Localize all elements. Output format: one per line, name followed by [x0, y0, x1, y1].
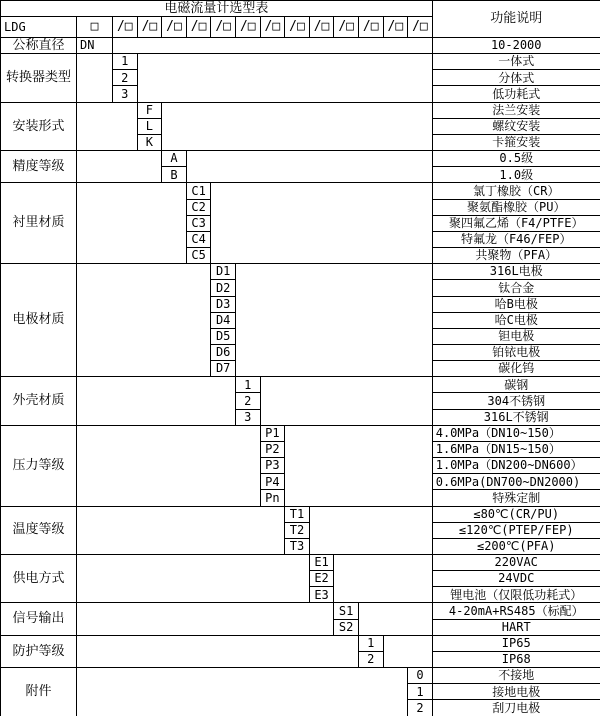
- code-cell: T3: [285, 538, 310, 554]
- filler: [77, 603, 334, 635]
- model-slot-box-icon: /□: [137, 17, 162, 38]
- desc-cell: HART: [432, 619, 600, 635]
- label-signal-output: 信号输出: [1, 603, 77, 635]
- filler: [77, 555, 310, 603]
- code-cell: S1: [334, 603, 359, 619]
- filler: [162, 102, 433, 150]
- model-prefix: LDG: [1, 17, 77, 38]
- desc-cell: 1.0级: [432, 167, 600, 183]
- code-cell: D4: [211, 312, 236, 328]
- model-slot-box-icon: /□: [162, 17, 187, 38]
- code-cell: 2: [235, 393, 260, 409]
- model-slot-box-icon: /□: [285, 17, 310, 38]
- code-cell: E1: [309, 555, 334, 571]
- model-slot-box-icon: /□: [408, 17, 433, 38]
- desc-cell: 低功耗式: [432, 86, 600, 102]
- desc-cell: 4.0MPa（DN10~150）: [432, 425, 600, 441]
- filler: [77, 377, 236, 425]
- desc-cell: 220VAC: [432, 555, 600, 571]
- filler: [186, 151, 432, 183]
- desc-cell: 钛合金: [432, 280, 600, 296]
- code-cell: 2: [358, 651, 383, 667]
- model-slot-box-icon: /□: [383, 17, 408, 38]
- desc-cell: 共聚物（PFA）: [432, 248, 600, 264]
- code-cell: C4: [186, 231, 211, 247]
- code-cell: E2: [309, 571, 334, 587]
- code-cell: P1: [260, 425, 285, 441]
- label-electrode-material: 电极材质: [1, 264, 77, 377]
- filler: [137, 54, 432, 102]
- code-cell: 3: [113, 86, 138, 102]
- filler: [77, 102, 138, 150]
- desc-cell: 1.6MPa（DN15~150）: [432, 441, 600, 457]
- label-accuracy-class: 精度等级: [1, 151, 77, 183]
- filler: [211, 183, 432, 264]
- model-slot-box-icon: /□: [211, 17, 236, 38]
- code-cell: S2: [334, 619, 359, 635]
- code-cell: 1: [358, 635, 383, 651]
- code-cell: B: [162, 167, 187, 183]
- desc-cell: 钽电极: [432, 328, 600, 344]
- desc-cell: 聚四氟乙烯（F4/PTFE）: [432, 215, 600, 231]
- filler: [235, 264, 432, 377]
- label-power-supply: 供电方式: [1, 555, 77, 603]
- filler: [309, 506, 432, 554]
- code-cell: P3: [260, 458, 285, 474]
- code-cell: Pn: [260, 490, 285, 506]
- code-cell: E3: [309, 587, 334, 603]
- filler: [113, 38, 433, 54]
- desc-cell: 接地电极: [432, 684, 600, 700]
- code-cell: D2: [211, 280, 236, 296]
- desc-cell: ≤200℃(PFA): [432, 538, 600, 554]
- filler: [77, 635, 359, 667]
- function-description-header: 功能说明: [432, 1, 600, 38]
- desc-cell: 锂电池（仅限低功耗式）: [432, 587, 600, 603]
- desc-cell: 10-2000: [432, 38, 600, 54]
- code-cell: 0: [408, 668, 433, 684]
- desc-cell: 0.6MPa(DN700~DN2000): [432, 474, 600, 490]
- model-slot-box-icon: /□: [358, 17, 383, 38]
- desc-cell: IP68: [432, 651, 600, 667]
- filler: [77, 264, 211, 377]
- code-cell: F: [137, 102, 162, 118]
- label-housing-material: 外壳材质: [1, 377, 77, 425]
- desc-cell: 316L电极: [432, 264, 600, 280]
- label-liner-material: 衬里材质: [1, 183, 77, 264]
- code-cell: T1: [285, 506, 310, 522]
- desc-cell: ≤120℃(PTEP/FEP): [432, 522, 600, 538]
- filler: [77, 183, 187, 264]
- model-slot-box-icon: /□: [260, 17, 285, 38]
- code-cell: L: [137, 118, 162, 134]
- code-cell: DN: [77, 38, 113, 54]
- code-cell: 1: [408, 684, 433, 700]
- desc-cell: 不接地: [432, 668, 600, 684]
- model-slot-box-icon: /□: [235, 17, 260, 38]
- desc-cell: 304不锈钢: [432, 393, 600, 409]
- filler: [77, 668, 408, 716]
- filler: [77, 151, 162, 183]
- desc-cell: 铂铱电极: [432, 344, 600, 360]
- code-cell: K: [137, 134, 162, 150]
- desc-cell: IP65: [432, 635, 600, 651]
- table-title: 电磁流量计选型表: [1, 1, 433, 17]
- code-cell: D7: [211, 361, 236, 377]
- label-installation-type: 安装形式: [1, 102, 77, 150]
- code-cell: D1: [211, 264, 236, 280]
- desc-cell: 卡箍安装: [432, 134, 600, 150]
- code-cell: 1: [113, 54, 138, 70]
- code-cell: A: [162, 151, 187, 167]
- desc-cell: 刮刀电极: [432, 700, 600, 716]
- desc-cell: 哈C电极: [432, 312, 600, 328]
- desc-cell: 碳化钨: [432, 361, 600, 377]
- desc-cell: 4-20mA+RS485（标配）: [432, 603, 600, 619]
- code-cell: C3: [186, 215, 211, 231]
- model-slot-box-icon: /□: [309, 17, 334, 38]
- code-cell: C1: [186, 183, 211, 199]
- code-cell: P4: [260, 474, 285, 490]
- code-cell: 2: [113, 70, 138, 86]
- code-cell: P2: [260, 441, 285, 457]
- label-temperature-rating: 温度等级: [1, 506, 77, 554]
- code-cell: D3: [211, 296, 236, 312]
- code-cell: D5: [211, 328, 236, 344]
- code-cell: T2: [285, 522, 310, 538]
- model-slot-box-icon: /□: [186, 17, 211, 38]
- code-cell: 1: [235, 377, 260, 393]
- desc-cell: 法兰安装: [432, 102, 600, 118]
- desc-cell: 316L不锈钢: [432, 409, 600, 425]
- desc-cell: 特氟龙（F46/FEP）: [432, 231, 600, 247]
- code-cell: C2: [186, 199, 211, 215]
- filler: [260, 377, 432, 425]
- code-cell: 2: [408, 700, 433, 716]
- filler: [334, 555, 432, 603]
- desc-cell: 一体式: [432, 54, 600, 70]
- desc-cell: 螺纹安装: [432, 118, 600, 134]
- desc-cell: ≤80℃(CR/PU): [432, 506, 600, 522]
- desc-cell: 0.5级: [432, 151, 600, 167]
- code-cell: C5: [186, 248, 211, 264]
- desc-cell: 聚氨酯橡胶（PU）: [432, 199, 600, 215]
- label-nominal-diameter: 公称直径: [1, 38, 77, 54]
- model-slot-box-icon: /□: [113, 17, 138, 38]
- desc-cell: 24VDC: [432, 571, 600, 587]
- label-accessories: 附件: [1, 668, 77, 716]
- label-pressure-rating: 压力等级: [1, 425, 77, 506]
- desc-cell: 哈B电极: [432, 296, 600, 312]
- desc-cell: 碳钢: [432, 377, 600, 393]
- filler: [383, 635, 432, 667]
- desc-cell: 1.0MPa（DN200~DN600）: [432, 458, 600, 474]
- label-protection-rating: 防护等级: [1, 635, 77, 667]
- filler: [77, 425, 261, 506]
- desc-cell: 分体式: [432, 70, 600, 86]
- desc-cell: 氯丁橡胶（CR）: [432, 183, 600, 199]
- code-cell: D6: [211, 344, 236, 360]
- label-converter-type: 转换器类型: [1, 54, 77, 102]
- filler: [285, 425, 433, 506]
- model-slot-box-icon: /□: [334, 17, 359, 38]
- code-cell: 3: [235, 409, 260, 425]
- model-base-slot-box-icon: □: [77, 17, 113, 38]
- desc-cell: 特殊定制: [432, 490, 600, 506]
- filler: [358, 603, 432, 635]
- filler: [77, 54, 113, 102]
- filler: [77, 506, 285, 554]
